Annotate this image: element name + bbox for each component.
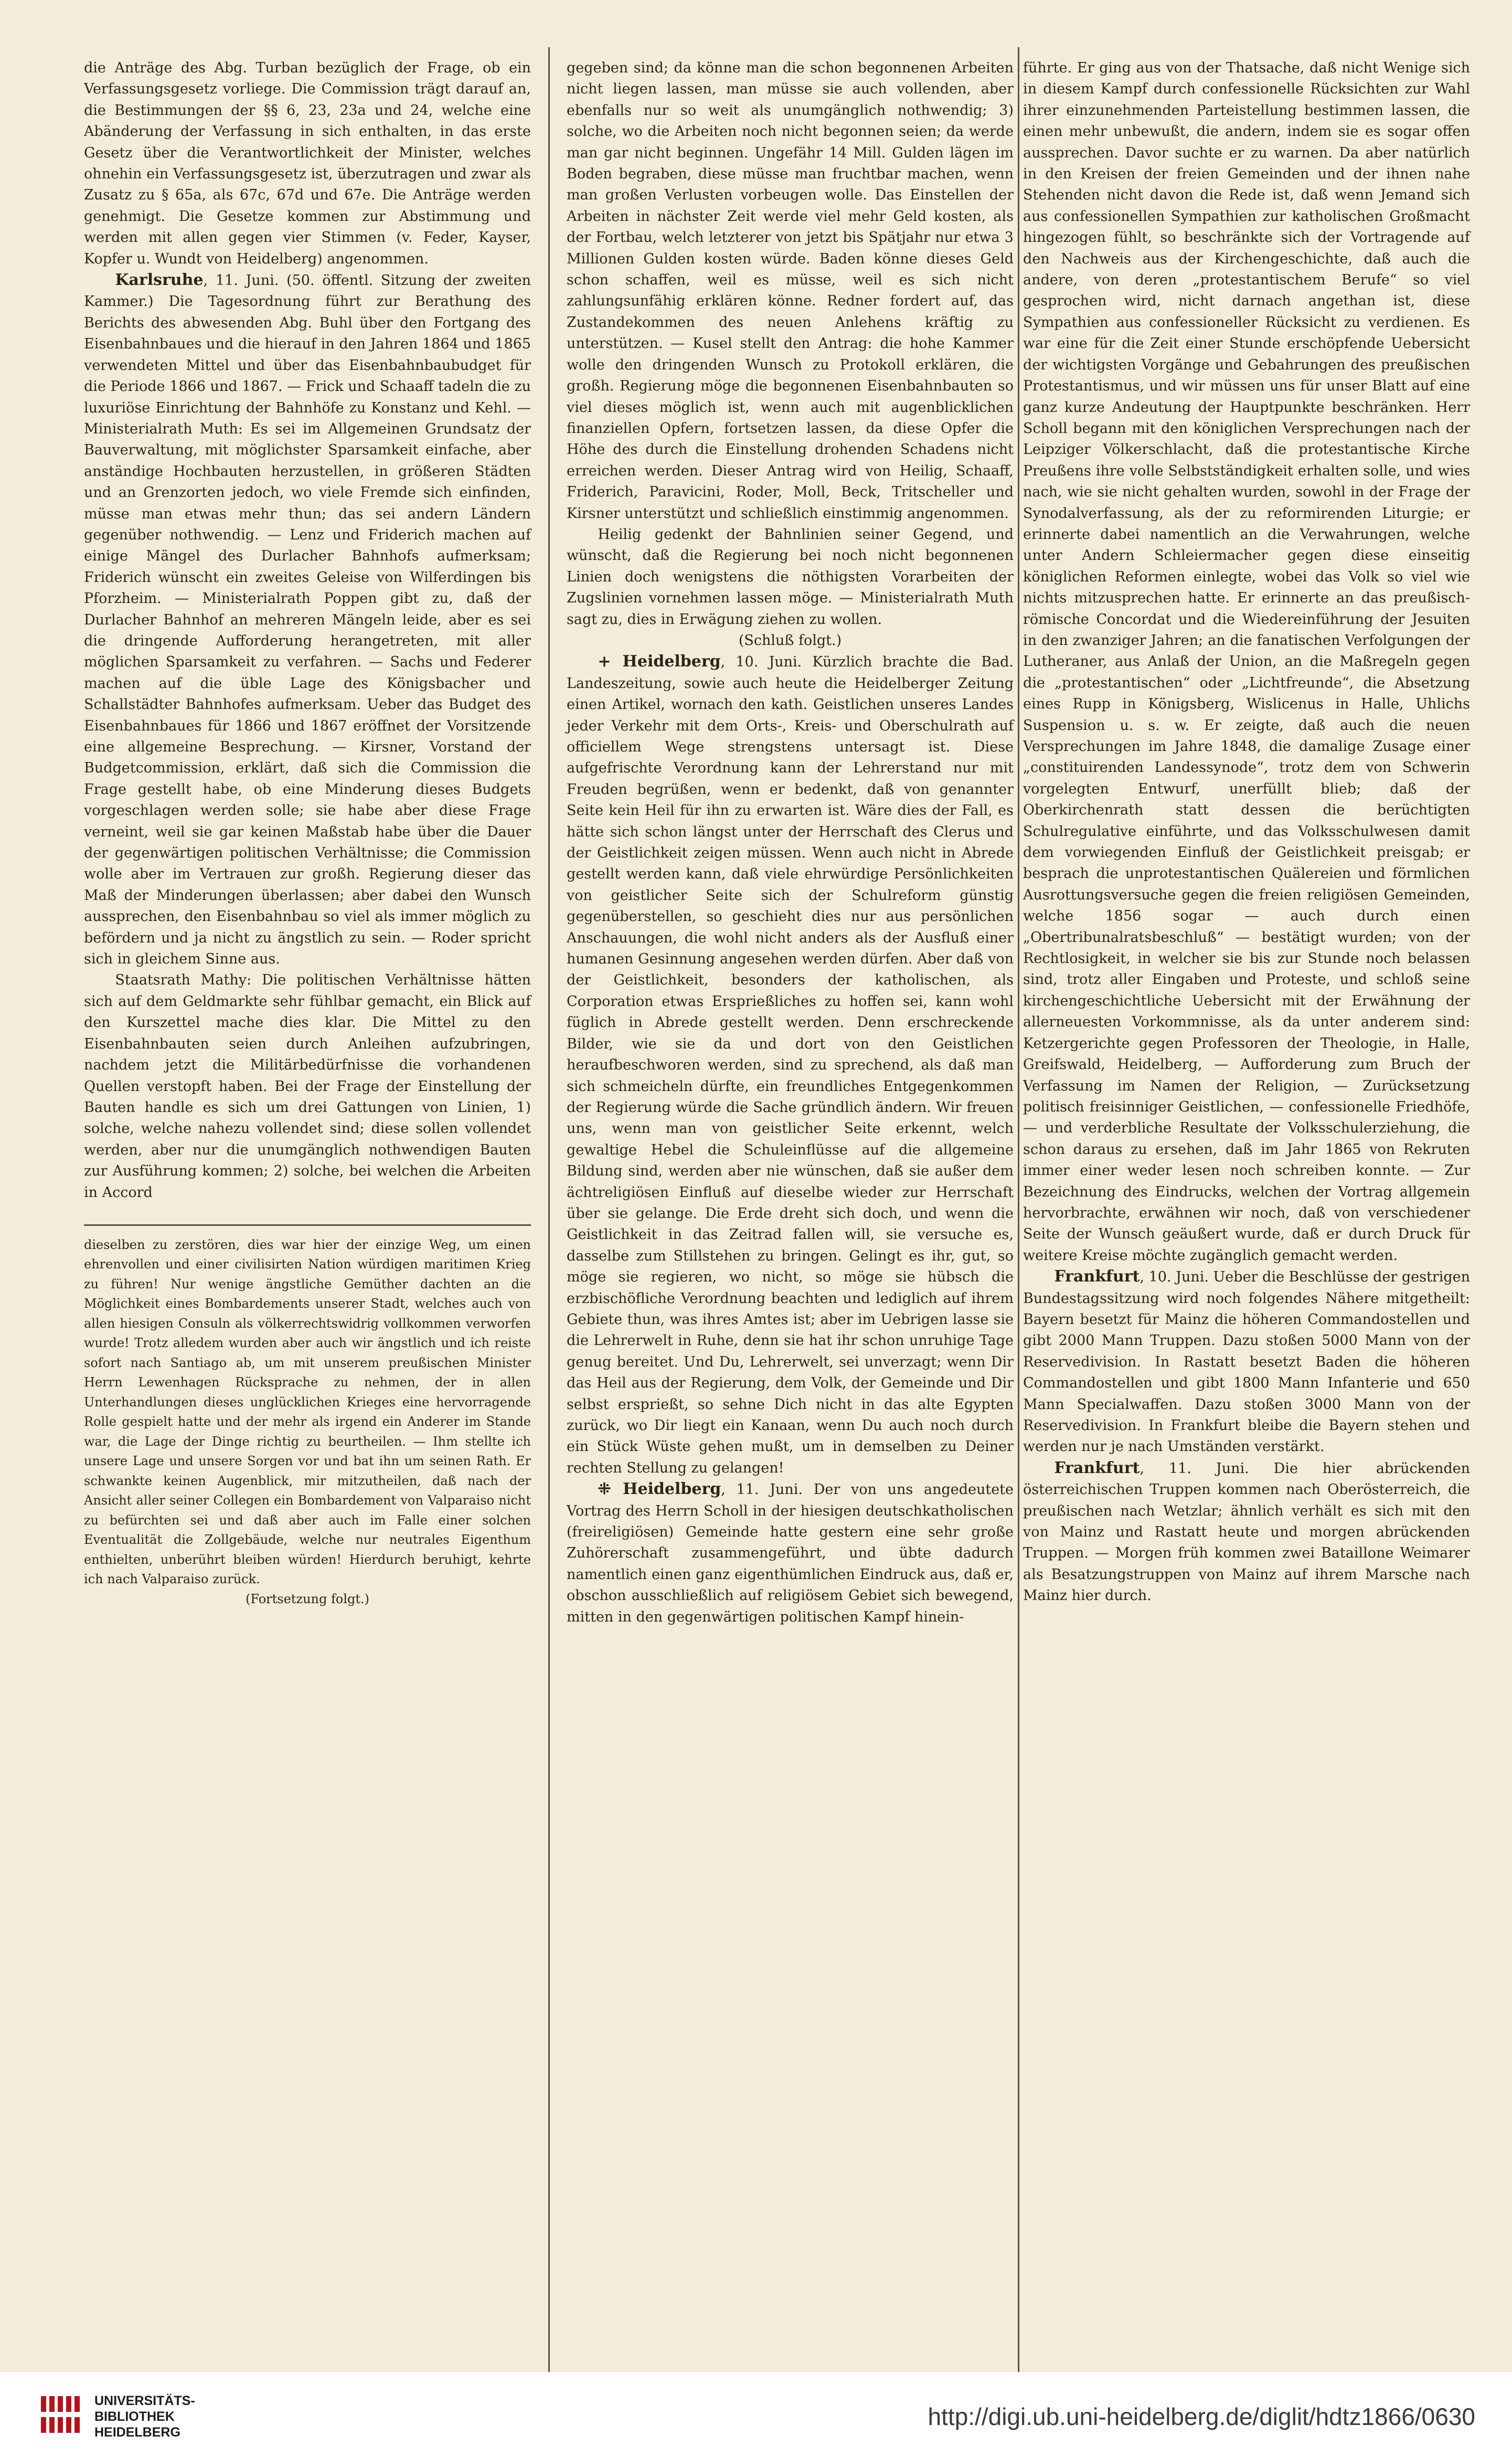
col2-heidelberg-10-text: , 10. Juni. Kürzlich brachte die Bad. Landeszeitung, sowie auch heute die Heidelberger Zeitung einen Artikel, wornach den kath. Geistlichen unseres Landes jeder Verkehr mit dem Orts-, Kreis- und Oberschulrath auf officiellem Wege strengstens untersagt ist. Diese aufgefrischte Verordnung kann der Lehrerstand nur mit Freuden begrüßen, wenn er bedenkt, daß von genannter Seite kein Heil für ihn zu erwarten ist. Wäre dies der Fall, es hätte sich schon längst unter der Herrschaft des Clerus und der Geistlichkeit zeigen müssen. Wenn auch nicht in Abrede gestellt werden kann, daß viele ehrwürdige Persönlichkeiten von geistlicher Seite sich der Schulreform günstig gegenüberstellen, so geschieht dies nur aus persönlichen Anschauungen, die wohl nicht anders als der Ausfluß einer humanen Gesinnung angesehen werden dürfen. Aber daß von der Geistlichkeit, besonders der katholischen, als Corporation etwas Ersprießliches zu hoffen sei, kann wohl füglich in Abrede gestellt werden. Denn erschreckende Bilder, wie sie da und dort von den Geistlichen heraufbeschworen werden, sind zu sprechend, als daß man sich schmeicheln dürfte, ein freundliches Entgegenkommen der Regierung würde die Sache gründlich ändern. Wir freuen uns, wenn man von geistlicher Seite erkennt, welch gewaltige Hebel die Schuleinflüsse auf die allgemeine Bildung sind, werden aber nie wünschen, daß sie außer dem ächtreligiösen Einfluß auf dieselbe wieder zur Herrschaft über sie gelange. Die Erde dreht sich doch, und wenn die Geistlichkeit in das Zeitrad fallen will, sie versuche es, dasselbe zum Stillstehen zu bringen. Gelingt es ihr, gut, so möge sie regieren, wo nicht, so möge sie hübsch die erzbischöfliche Verordnung beachten und lediglich auf ihrem Gebiete thun, was ihres Amtes ist; aber im Uebrigen lasse sie die Lehrerwelt in Ruhe, denn sie hat ihr schon unruhige Tage genug bereitet. Und Du, Lehrerwelt, sei unverzagt; wenn Dir das Heil aus der Regierung, dem Volk, der Gemeinde und Dir selbst ersprießt, so sehne Dich nicht in das alte Egypten zurück, wo Dir liegt ein Kanaan, wenn Du auch noch durch ein Stück Wüste gehen mußt, um in demselben zu Deiner rechten Stellung zu gelangen! — [567, 654, 1014, 1476]
schluss-note: (Schluß folgt.) — [738, 632, 842, 649]
col3-paragraph-frankfurt-11 — [1023, 1458, 1470, 1607]
col2-paragraph-1: gegeben sind; da könne man die schon begonnenen Arbeiten nicht liegen lassen, man müsse sie auch vollenden, aber ebenfalls nur so weit als unumgänglich nothwendig; 3) solche, wo die Arbeiten noch nicht begonnen seien; da werde man gar nicht beginnen. Ungefähr 14 Mill. Gulden lägen im Boden begraben, diese müsse man fruchtbar machen, wenn man großen Verlusten vorbeugen wolle. Das Einstellen der Arbeiten in nächster Zeit werde viel mehr Geld kosten, als der Fortbau, welch letzterer von jetzt bis Spätjahr nur etwa 3 Millionen Gulden kosten würde. Baden könne dieses Geld schon schaffen, weil es müsse, weil es sich nicht zahlungsunfähig erklären könne. Redner fordert auf, das Zustandekommen des neuen Anlehens kräftig zu unterstützen. — Kusel stellt den Antrag: die hohe Kammer wolle den dringenden Wunsch zu Protokoll erklären, die großh. Regierung möge die begonnenen Eisenbahnbauten so viel dieses möglich ist, wenn auch mit augenblicklichen finanziellen Opfern, fortsetzen lassen, da diese Opfer die Höhe des durch die Einstellung drohenden Schadens nicht erreichen werden. Dieser Antrag wird von Heilig, Schaaff, Friderich, Paravicini, Roder, Moll, Beck, Tritscheller und Kirsner unterstützt und schließlich einstimmig angenommen. — [567, 60, 1014, 522]
institution-line-1: UNIVERSITÄTS- — [94, 2394, 195, 2408]
feuilleton-footnote — [84, 1224, 531, 1609]
col2-paragraph-heidelberg-10 — [567, 651, 1014, 1479]
institution-name — [94, 2393, 195, 2440]
university-library-logo-icon — [37, 2391, 84, 2438]
col1-paragraph-karlsruhe — [84, 270, 531, 970]
column-rule-2 — [1018, 47, 1019, 2372]
column-rule-1 — [548, 47, 550, 2372]
institution-line-3: HEIDELBERG — [94, 2425, 180, 2440]
col1-karlsruhe-text: , 11. Juni. (50. öffentl. Sitzung der zweiten Kammer.) Die Tagesordnung führt zur Berathung des Berichts des abwesenden Abg. Buhl über den Fortgang des Eisenbahnbaues und die hierauf in den Jahren 1864 und 1865 verwendeten Mittel und über das Eisenbahnbaubudget für die Periode 1866 und 1867. — Frick und Schaaff tadeln die zu luxuriöse Einrichtung der Bahnhöfe zu Konstanz und Kehl. — Ministerialrath Muth: Es sei im Allgemeinen Grundsatz der Bauverwaltung, mit möglichster Sparsamkeit einfache, aber anständige Hochbauten herzustellen, in größeren Städten und an Grenzorten jedoch, wo viele Fremde sich einfinden, müsse man etwas mehr thun; das sei andern Ländern gegenüber nothwendig. — Lenz und Friderich machen auf einige Mängel des Durlacher Bahnhofs aufmerksam; Friderich wünscht ein zweites Geleise von Wilferdingen bis Pforzheim. — Ministerialrath Poppen gibt zu, daß der Durlacher Bahnhof an mehreren Mängeln leide, aber es sei die dringende Aufforderung herangetreten, mit aller möglichen Sparsamkeit zu verfahren. — Sachs und Federer machen auf die üble Lage des Königsbacher und Schallstädter Bahnhofes aufmerksam. Ueber das Budget des Eisenbahnbaues für 1866 und 1867 eröffnet der Vorsitzende eine allgemeine Besprechung. — Kirsner, Vorstand der Budgetcommission, erklärt, daß sich die Commission die Frage gestellt habe, ob eine Minderung dieses Budgets vorgeschlagen werden solle; sie habe aber diese Frage verneint, weil sie gar keinen Maßstab habe über die Dauer der gegenwärtigen politischen Verhältnisse; die Commission wolle aber im Vertrauen zur großh. Regierung dieser das Maß der Minderungen überlassen; aber dabei den Wunsch aussprechen, den Eisenbahnbau so viel als immer möglich zu befördern und ja nicht zu ängstlich zu sein. — Roder spricht sich in gleichem Sinne aus. — [84, 272, 531, 968]
col3-paragraph-1: führte. Er ging aus von der Thatsache, daß nicht Wenige sich in diesem Kampf durch confessionelle Rücksichten zur Wahl ihrer einzunehmenden Parteistellung bestimmen lassen, die einen mehr unbewußt, die andern, indem sie es sogar offen aussprechen. Davor suchte er zu warnen. Da aber natürlich in den Kreisen der freien Gemeinden und der ihnen nahe Stehenden nicht davon die Rede ist, daß wenn Jemand sich aus confessionellen Sympathien zur katholischen Großmacht hingezogen fühlt, so beschränkte sich der Vortragende auf den Nachweis aus der Kirchengeschichte, daß auch die andere, von deren „protestantischem Berufe“ so viel gesprochen wird, nicht darnach angethan ist, diese Sympathien aus confessioneller Rücksicht zu verdienen. Es war eine für die Zeit einer Stunde erschöpfende Uebersicht der wichtigsten Vorgänge und Gebahrungen des preußischen Protestantismus, und wir müssen uns für unser Blatt auf eine ganz kurze Andeutung der Hauptpunkte beschränken. Herr Scholl begann mit den königlichen Versprechungen nach der Leipziger Völkerschlacht, daß die protestantische Kirche Preußens ihre volle Selbstständigkeit erhalten solle, und wies nach, wie sie nicht gehalten wurden, sowohl in der Frage der Synodalverfassung, als der zu reformirenden Liturgie; er erinnerte dabei namentlich an die Verwahrungen, welche unter Andern Schleiermacher gegen diese einseitig königlichen Reformen einlegte, wobei das Volk so viel wie nichts mitzusprechen hatte. Er erinnerte an das preußisch-römische Concordat und die Wiedereinführung der Jesuiten in den zwanziger Jahren; an die fanatischen Verfolgungen der Lutheraner, aus Anlaß der Union, an die Maßregeln gegen die „protestantischen“ oder „Lichtfreunde“, die Absetzung eines Rupp in Königsberg, Wislicenus in Halle, Uhlichs Suspension u. s. w. Er zeigte, daß auch die neuen Versprechungen im Jahre 1848, die damalige Zusage einer „constituirenden Landessynode“, trotz dem von Schwerin vorgelegten Entwurf, unerfüllt blieb; daß der Oberkirchenrath statt dessen die berüchtigten Schulregulative einführte, und das Volksschulwesen damit dem vorwiegenden Einfluß der Geistlichkeit preisgab; er besprach die unprotestantischen Quälereien und förmlichen Ausrottungsversuche gegen die freien religiösen Gemeinden, welche 1856 sogar — auch durch einen „Obertribunalratsbeschluß“ — bestätigt wurden; von der Rechtlosigkeit, in welcher sie bis zur Stunde noch belassen sind, trotz aller Eingaben und Proteste, und schloß seine kirchengeschichtliche Uebersicht mit der Erwähnung der allerneuesten Vorkommnisse, als da unter anderem sind: Ketzergerichte gegen Professoren der Theologie, in Halle, Greifswald, Heidelberg, — Aufforderung zum Bruch der Verfassung im Namen der Religion, — Zurücksetzung politisch freisinniger Geistlichen, — confessionelle Friedhöfe, — und verderbliche Resultate der Volksschulerziehung, die schon daraus zu ersehen, daß im Jahr 1865 von Rekruten immer einer weder lesen noch schreiben konnte. — Zur Bezeichnung des Eindrucks, welchen der Vortrag allgemein hervorbrachte, erwähnen wir noch, daß von verschiedener Seite der Wunsch geäußert wurde, daß er durch Druck für weitere Kreise möchte zugänglich gemacht werden. — [1023, 60, 1470, 1264]
column-3 — [1023, 58, 1470, 1607]
col1-paragraph-mathy: Staatsrath Mathy: Die politischen Verhältnisse hätten sich auf dem Geldmarkte sehr fühlbar gemacht, ein Blick auf den Kurszettel mache dies klar. Die Mittel zu den Eisenbahnbauten seien durch Anleihen aufzubringen, nachdem jetzt die Militärbedürfnisse die vorhandenen Quellen verstopft haben. Bei der Frage der Einstellung der Bauten handle es sich um drei Gattungen von Linien, 1) solche, welche nahezu vollendet sind; diese sollen vollendet werden, aber nur die unumgänglich nothwendigen Bauten zur Ausführung kommen; 2) solche, bei welchen die Arbeiten in Accord — [84, 972, 531, 1201]
dateline-heidelberg-10: + Heidelberg — [598, 652, 721, 671]
newspaper-page — [37, 21, 1475, 2367]
col3-frankfurt-11-text: , 11. Juni. Die hier abrückenden österreichischen Truppen kommen nach Oberösterreich, die preußischen nach Wetzlar; ähnlich verhält es sich mit den von Mainz und Rastatt heute und morgen abrückenden Truppen. — Morgen früh kommen zwei Bataillone Weimarer als Besatzungstruppen von Mainz auf ihrem Marsche nach Mainz hier durch. — [1023, 1460, 1470, 1604]
col2-paragraph-heilig: Heilig gedenkt der Bahnlinien seiner Gegend, und wünscht, daß die Regierung bei noch nicht begonnenen Linien doch wenigstens die nöthigsten Vorarbeiten der Zugslinien vornehmen lassen möge. — Ministerialrath Muth sagt zu, dies in Erwägung ziehen zu wollen. — [567, 526, 1014, 628]
column-1 — [84, 58, 531, 1609]
dateline-heidelberg-11: ⁜ Heidelberg — [598, 1480, 721, 1499]
dateline-frankfurt-11: Frankfurt — [1054, 1458, 1140, 1477]
footnote-text: dieselben zu zerstören, dies war hier der einzige Weg, um einen ehrenvollen und einer civilisirten Nation würdigen maritimen Krieg zu führen! Nur wenige ängstliche Gemüther dachten an die Möglichkeit eines Bombardements unserer Stadt, welches auch von allen hiesigen Consuln als völkerrechtswidrig vollkommen verworfen wurde! Trotz alledem wurden aber auch wir ängstlich und ich reiste sofort nach Santiago ab, um mit unserem preußischen Minister Herrn Lewenhagen Rücksprache zu nehmen, der in allen Unterhandlungen dieses unglücklichen Krieges eine hervorragende Rolle gespielt hatte und der mehr als irgend ein Anderer im Stande war, die Lage der Dinge richtig zu beurtheilen. — Ihm stellte ich unsere Lage und unsere Sorgen vor und bat ihn um seinen Rath. Er schwankte keinen Augenblick, mir mitzutheilen, daß nach der Ansicht aller seiner Collegen ein Bombardement von Valparaiso nicht zu befürchten sei und daß aber auch im Falle einer solchen Eventualität die Zollgebäude, welche nur neutrales Eigenthum enthielten, unberührt bleiben würden! Hierdurch beruhigt, kehrte ich nach Valparaiso zurück. — [84, 1237, 531, 1587]
institution-line-2: BIBLIOTHEK — [94, 2409, 175, 2424]
col3-paragraph-frankfurt-10 — [1023, 1266, 1470, 1458]
col2-paragraph-heidelberg-11 — [567, 1479, 1014, 1628]
col1-paragraph-1: die Anträge des Abg. Turban bezüglich der Frage, ob ein Verfassungsgesetz vorliege. Die Commission trägt darauf an, die Bestimmungen der §§ 6, 23, 23a und 24, welche eine Abänderung der Verfassung in sich enthalten, in das erste Gesetz über die Verantwortlichkeit der Minister, welches ohnehin ein Verfassungsgesetz ist, überzutragen und zwar als Zusatz zu § 65a, als 67c, 67d und 67e. Die Anträge werden genehmigt. Die Gesetze kommen zur Abstimmung und werden mit allen gegen vier Stimmen (v. Feder, Kayser, Kopfer u. Wundt von Heidelberg) angenommen. — [84, 60, 531, 267]
source-url-link[interactable]: http://digi.ub.uni-heidelberg.de/diglit/hdtz1866/0630 — [928, 2403, 1475, 2430]
column-2 — [567, 58, 1014, 1628]
fortsetzung-note: (Fortsetzung folgt.) — [246, 1591, 369, 1606]
dateline-frankfurt-10: Frankfurt — [1054, 1267, 1140, 1286]
dateline-karlsruhe: Karlsruhe — [115, 271, 204, 290]
col2-heidelberg-11-text: , 11. Juni. Der von uns angedeutete Vortrag des Herrn Scholl in der hiesigen deutschkatholischen (freireligiösen) Gemeinde hatte gestern eine sehr große Zuhörerschaft zusammengeführt, und übte dadurch namentlich einen ganz eigenthümlichen Eindruck aus, daß er, obschon ausschließlich auf religiösem Gebiet sich bewegend, mitten in den gegenwärtigen politischen Kampf hinein- — [567, 1481, 1014, 1625]
library-footer — [0, 2372, 1512, 2457]
col3-frankfurt-10-text: , 10. Juni. Ueber die Beschlüsse der gestrigen Bundestagssitzung wird noch folgendes Nähere mitgetheilt: Bayern besetzt für Mainz die höheren Commandostellen und gibt 2000 Mann Truppen. Dazu stoßen 5000 Mann von der Reservedivision. In Rastatt besetzt Baden die höheren Commandostellen und gibt 1800 Mann Infanterie und 650 Mann Specialwaffen. Dazu stoßen 3000 Mann von der Reservedivision. In Frankfurt bleibe die Bayern stehen und werden nur je nach Umständen verstärkt. — [1023, 1269, 1470, 1455]
